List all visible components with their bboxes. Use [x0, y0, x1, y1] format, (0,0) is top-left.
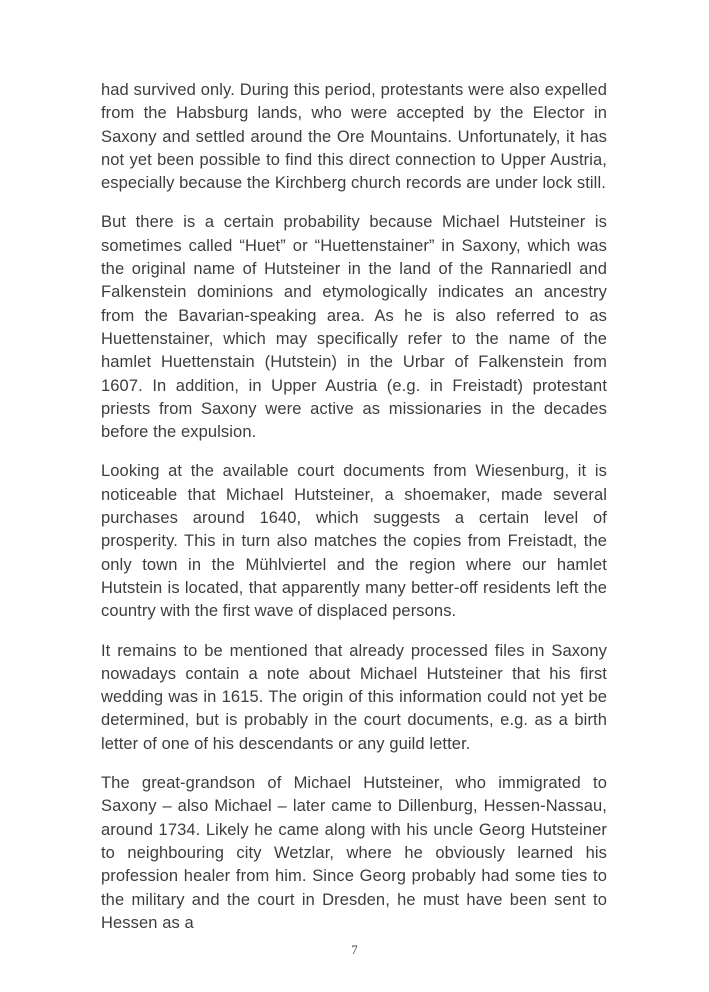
- paragraph: had survived only. During this period, protestants were also expelled from the Habsburg lands, who were accepted by the Elector in Saxony and settled around the Ore Mountains. Unfortunately, it has not yet been possible to find this direct connection to Upper Austria, especially because the Kirchberg church records are under lock still.: [101, 81, 607, 193]
- page-number: 7: [351, 942, 358, 957]
- paragraph: Looking at the available court documents from Wiesenburg, it is noticeable that Michael Hutsteiner, a shoemaker, made several purchases around 1640, which suggests a certain level of prosperity. This in turn also matches the copies from Freistadt, the only town in the Mühlviertel and the region where our hamlet Hutstein is located, that apparently many better-off residents left the country with the first wave of displaced persons.: [101, 462, 607, 621]
- body-text: [101, 79, 607, 935]
- paragraph: The great-grandson of Michael Hutsteiner, who immigrated to Saxony – also Michael – later came to Dillenburg, Hessen-Nassau, around 1734. Likely he came along with his uncle Georg Hutsteiner to neighbouring city Wetzlar, where he obviously learned his profession healer from him. Since Georg probably had some ties to the military and the court in Dresden, he must have been sent to Hessen as a: [101, 774, 607, 932]
- paragraph: But there is a certain probability because Michael Hutsteiner is sometimes called “Huet” or “Huettenstainer” in Saxony, which was the original name of Hutsteiner in the land of the Rannariedl and Falkenstein dominions and etymologically indicates an ancestry from the Bavarian-speaking area. As he is also referred to as Huettenstainer, which may specifically refer to the name of the hamlet Huettenstain (Hutstein) in the Urbar of Falkenstein from 1607. In addition, in Upper Austria (e.g. in Freistadt) protestant priests from Saxony were active as missionaries in the decades before the expulsion.: [101, 213, 607, 442]
- paragraph: It remains to be mentioned that already processed files in Saxony nowadays contain a note about Michael Hutsteiner that his first wedding was in 1615. The origin of this information could not yet be determined, but is probably in the court documents, e.g. as a birth letter of one of his descendants or any guild letter.: [101, 641, 607, 753]
